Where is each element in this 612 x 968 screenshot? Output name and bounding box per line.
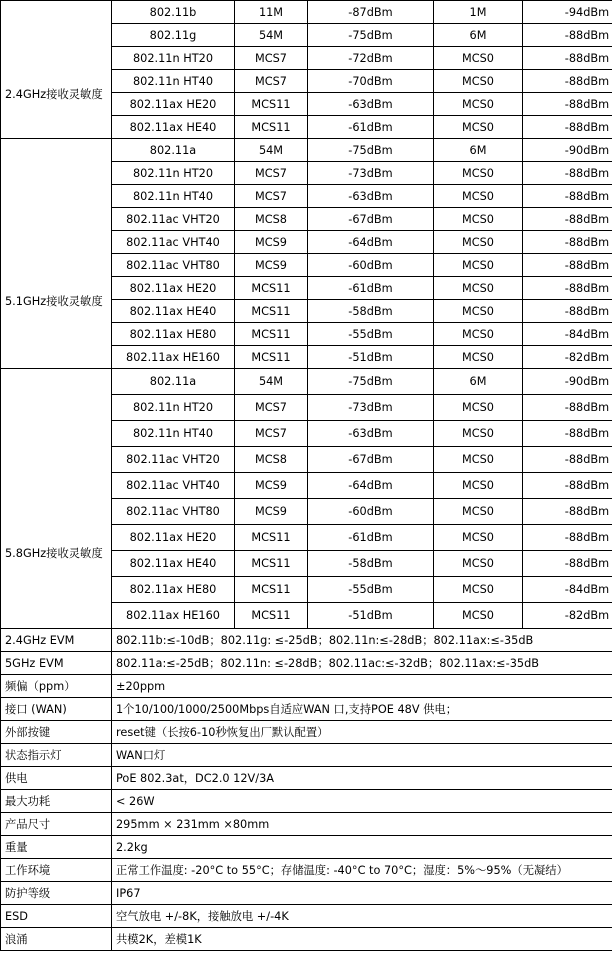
table-row — [1, 1, 612, 24]
cell-rate: MCS11 — [235, 346, 308, 369]
cell-sensitivity-low: -90dBm — [523, 369, 612, 395]
cell-rate-low: MCS0 — [434, 185, 523, 208]
cell-sensitivity-low: -88dBm — [523, 24, 612, 47]
cell-standard: 802.11n HT20 — [112, 47, 235, 70]
band-label: 2.4GHz接收灵敏度 — [5, 87, 103, 101]
cell-rate: MCS9 — [235, 499, 308, 525]
cell-sensitivity-low: -88dBm — [523, 208, 612, 231]
cell-sensitivity-low: -88dBm — [523, 185, 612, 208]
cell-sensitivity: -60dBm — [308, 254, 434, 277]
spec-row — [1, 928, 612, 951]
spec-label: 5GHz EVM — [1, 652, 112, 675]
spec-row — [1, 790, 612, 813]
cell-sensitivity: -58dBm — [308, 300, 434, 323]
cell-sensitivity: -63dBm — [308, 185, 434, 208]
cell-standard: 802.11ax HE40 — [112, 116, 235, 139]
spec-label: 接口 (WAN) — [1, 698, 112, 721]
cell-sensitivity: -60dBm — [308, 499, 434, 525]
cell-standard: 802.11a — [112, 369, 235, 395]
cell-rate-low: MCS0 — [434, 47, 523, 70]
cell-sensitivity-low: -94dBm — [523, 1, 612, 24]
cell-standard: 802.11n HT20 — [112, 395, 235, 421]
cell-sensitivity-low: -88dBm — [523, 70, 612, 93]
cell-rate-low: MCS0 — [434, 551, 523, 577]
cell-rate: MCS9 — [235, 473, 308, 499]
spec-label: 2.4GHz EVM — [1, 629, 112, 652]
cell-rate-low: MCS0 — [434, 473, 523, 499]
cell-standard: 802.11ac VHT20 — [112, 208, 235, 231]
cell-sensitivity-low: -88dBm — [523, 473, 612, 499]
cell-sensitivity: -58dBm — [308, 551, 434, 577]
spec-value: 2.2kg — [112, 836, 612, 859]
cell-sensitivity-low: -88dBm — [523, 231, 612, 254]
cell-sensitivity-low: -82dBm — [523, 346, 612, 369]
cell-rate-low: MCS0 — [434, 300, 523, 323]
cell-rate: MCS7 — [235, 47, 308, 70]
cell-standard: 802.11ax HE20 — [112, 525, 235, 551]
band-label-cell — [1, 1, 112, 139]
cell-standard: 802.11ax HE80 — [112, 323, 235, 346]
cell-sensitivity: -51dBm — [308, 346, 434, 369]
cell-sensitivity: -67dBm — [308, 208, 434, 231]
spec-value: WAN口灯 — [112, 744, 612, 767]
cell-sensitivity: -75dBm — [308, 369, 434, 395]
cell-rate-low: MCS0 — [434, 525, 523, 551]
band-label: 5.1GHz接收灵敏度 — [5, 294, 103, 308]
cell-sensitivity-low: -88dBm — [523, 447, 612, 473]
cell-standard: 802.11b — [112, 1, 235, 24]
cell-rate-low: 6M — [434, 139, 523, 162]
cell-standard: 802.11ax HE20 — [112, 277, 235, 300]
cell-sensitivity: -51dBm — [308, 603, 434, 629]
spec-row — [1, 698, 612, 721]
cell-sensitivity: -61dBm — [308, 525, 434, 551]
cell-rate: MCS11 — [235, 603, 308, 629]
cell-sensitivity: -55dBm — [308, 577, 434, 603]
cell-sensitivity-low: -88dBm — [523, 47, 612, 70]
spec-label: ESD — [1, 905, 112, 928]
cell-standard: 802.11ac VHT80 — [112, 499, 235, 525]
cell-sensitivity-low: -90dBm — [523, 139, 612, 162]
band-label-cell — [1, 139, 112, 369]
table-row — [1, 369, 612, 395]
cell-sensitivity-low: -88dBm — [523, 395, 612, 421]
cell-sensitivity: -73dBm — [308, 395, 434, 421]
spec-label: 防护等级 — [1, 882, 112, 905]
cell-rate-low: MCS0 — [434, 254, 523, 277]
cell-standard: 802.11ax HE40 — [112, 551, 235, 577]
cell-rate: 54M — [235, 139, 308, 162]
cell-standard: 802.11ax HE40 — [112, 300, 235, 323]
spec-row — [1, 882, 612, 905]
spec-value: PoE 802.3at，DC2.0 12V/3A — [112, 767, 612, 790]
cell-rate-low: MCS0 — [434, 499, 523, 525]
cell-rate: MCS9 — [235, 254, 308, 277]
cell-rate: MCS8 — [235, 208, 308, 231]
cell-sensitivity-low: -84dBm — [523, 577, 612, 603]
spec-label: 工作环境 — [1, 859, 112, 882]
cell-sensitivity: -73dBm — [308, 162, 434, 185]
spec-row — [1, 652, 612, 675]
cell-rate: MCS7 — [235, 395, 308, 421]
spec-label: 重量 — [1, 836, 112, 859]
spec-label: 频偏（ppm） — [1, 675, 112, 698]
cell-sensitivity: -64dBm — [308, 231, 434, 254]
spec-value: 802.11b:≤-10dB；802.11g: ≤-25dB；802.11n:≤-28dB；802.11ax:≤-35dB — [112, 629, 612, 652]
spec-row — [1, 767, 612, 790]
cell-rate: MCS11 — [235, 300, 308, 323]
cell-rate-low: 6M — [434, 369, 523, 395]
cell-standard: 802.11ax HE80 — [112, 577, 235, 603]
cell-standard: 802.11ac VHT20 — [112, 447, 235, 473]
spec-value: 1个10/100/1000/2500Mbps自适应WAN 口,支持POE 48V 供电； — [112, 698, 612, 721]
cell-rate: MCS11 — [235, 93, 308, 116]
cell-standard: 802.11n HT40 — [112, 421, 235, 447]
cell-sensitivity-low: -88dBm — [523, 277, 612, 300]
cell-rate-low: MCS0 — [434, 70, 523, 93]
cell-sensitivity-low: -82dBm — [523, 603, 612, 629]
cell-rate: MCS9 — [235, 231, 308, 254]
cell-standard: 802.11ac VHT40 — [112, 231, 235, 254]
cell-rate-low: 1M — [434, 1, 523, 24]
cell-sensitivity-low: -88dBm — [523, 421, 612, 447]
cell-sensitivity-low: -88dBm — [523, 93, 612, 116]
cell-rate-low: MCS0 — [434, 277, 523, 300]
cell-rate: MCS7 — [235, 70, 308, 93]
cell-sensitivity: -87dBm — [308, 1, 434, 24]
cell-rate-low: MCS0 — [434, 162, 523, 185]
cell-sensitivity-low: -84dBm — [523, 323, 612, 346]
cell-sensitivity: -75dBm — [308, 139, 434, 162]
table-row — [1, 139, 612, 162]
cell-sensitivity-low: -88dBm — [523, 300, 612, 323]
spec-label: 状态指示灯 — [1, 744, 112, 767]
spec-value: < 26W — [112, 790, 612, 813]
cell-sensitivity: -61dBm — [308, 277, 434, 300]
spec-label: 外部按键 — [1, 721, 112, 744]
cell-sensitivity: -72dBm — [308, 47, 434, 70]
spec-value: 共模2K，差模1K — [112, 928, 612, 951]
cell-sensitivity-low: -88dBm — [523, 499, 612, 525]
cell-standard: 802.11ax HE160 — [112, 346, 235, 369]
cell-sensitivity-low: -88dBm — [523, 254, 612, 277]
cell-rate: MCS11 — [235, 323, 308, 346]
cell-sensitivity: -63dBm — [308, 93, 434, 116]
cell-rate: MCS8 — [235, 447, 308, 473]
cell-sensitivity: -70dBm — [308, 70, 434, 93]
spec-label: 浪涌 — [1, 928, 112, 951]
spec-label: 最大功耗 — [1, 790, 112, 813]
cell-sensitivity-low: -88dBm — [523, 551, 612, 577]
cell-sensitivity: -63dBm — [308, 421, 434, 447]
spec-value: 正常工作温度: -20°C to 55°C；存储温度: -40°C to 70°C；湿度：5%～95%（无凝结） — [112, 859, 612, 882]
cell-rate: MCS11 — [235, 577, 308, 603]
spec-row — [1, 675, 612, 698]
cell-sensitivity: -75dBm — [308, 24, 434, 47]
cell-rate: 54M — [235, 369, 308, 395]
spec-value: ±20ppm — [112, 675, 612, 698]
cell-standard: 802.11ax HE160 — [112, 603, 235, 629]
band-label: 5.8GHz接收灵敏度 — [5, 547, 103, 560]
cell-rate-low: MCS0 — [434, 208, 523, 231]
cell-standard: 802.11n HT20 — [112, 162, 235, 185]
cell-rate-low: MCS0 — [434, 395, 523, 421]
cell-standard: 802.11n HT40 — [112, 70, 235, 93]
cell-sensitivity: -67dBm — [308, 447, 434, 473]
cell-standard: 802.11n HT40 — [112, 185, 235, 208]
spec-row — [1, 836, 612, 859]
cell-rate-low: MCS0 — [434, 603, 523, 629]
cell-rate-low: MCS0 — [434, 93, 523, 116]
cell-standard: 802.11ac VHT40 — [112, 473, 235, 499]
cell-rate: MCS11 — [235, 116, 308, 139]
band-label-cell — [1, 369, 112, 629]
cell-standard: 802.11g — [112, 24, 235, 47]
spec-row — [1, 905, 612, 928]
spec-row — [1, 859, 612, 882]
cell-rate: 11M — [235, 1, 308, 24]
cell-rate: 54M — [235, 24, 308, 47]
cell-sensitivity-low: -88dBm — [523, 116, 612, 139]
cell-rate-low: MCS0 — [434, 577, 523, 603]
spec-value: reset键（长按6-10秒恢复出厂默认配置） — [112, 721, 612, 744]
cell-sensitivity: -61dBm — [308, 116, 434, 139]
spec-row — [1, 629, 612, 652]
cell-sensitivity: -64dBm — [308, 473, 434, 499]
cell-sensitivity-low: -88dBm — [523, 525, 612, 551]
cell-rate-low: MCS0 — [434, 231, 523, 254]
cell-rate-low: MCS0 — [434, 447, 523, 473]
spec-label: 产品尺寸 — [1, 813, 112, 836]
cell-rate-low: MCS0 — [434, 116, 523, 139]
cell-standard: 802.11a — [112, 139, 235, 162]
spec-value: 295mm × 231mm ×80mm — [112, 813, 612, 836]
cell-standard: 802.11ax HE20 — [112, 93, 235, 116]
spec-value: 空气放电 +/-8K，接触放电 +/-4K — [112, 905, 612, 928]
spec-label: 供电 — [1, 767, 112, 790]
cell-rate: MCS7 — [235, 185, 308, 208]
cell-rate-low: MCS0 — [434, 346, 523, 369]
cell-rate-low: MCS0 — [434, 421, 523, 447]
cell-standard: 802.11ac VHT80 — [112, 254, 235, 277]
spec-value: IP67 — [112, 882, 612, 905]
cell-sensitivity-low: -88dBm — [523, 162, 612, 185]
cell-rate: MCS11 — [235, 277, 308, 300]
cell-sensitivity: -55dBm — [308, 323, 434, 346]
spec-row — [1, 721, 612, 744]
cell-rate: MCS7 — [235, 421, 308, 447]
spec-row — [1, 744, 612, 767]
cell-rate-low: MCS0 — [434, 323, 523, 346]
spec-value: 802.11a:≤-25dB；802.11n: ≤-28dB；802.11ac:≤-32dB；802.11ax:≤-35dB — [112, 652, 612, 675]
spec-row — [1, 813, 612, 836]
cell-rate: MCS11 — [235, 551, 308, 577]
cell-rate: MCS7 — [235, 162, 308, 185]
cell-rate: MCS11 — [235, 525, 308, 551]
cell-rate-low: 6M — [434, 24, 523, 47]
